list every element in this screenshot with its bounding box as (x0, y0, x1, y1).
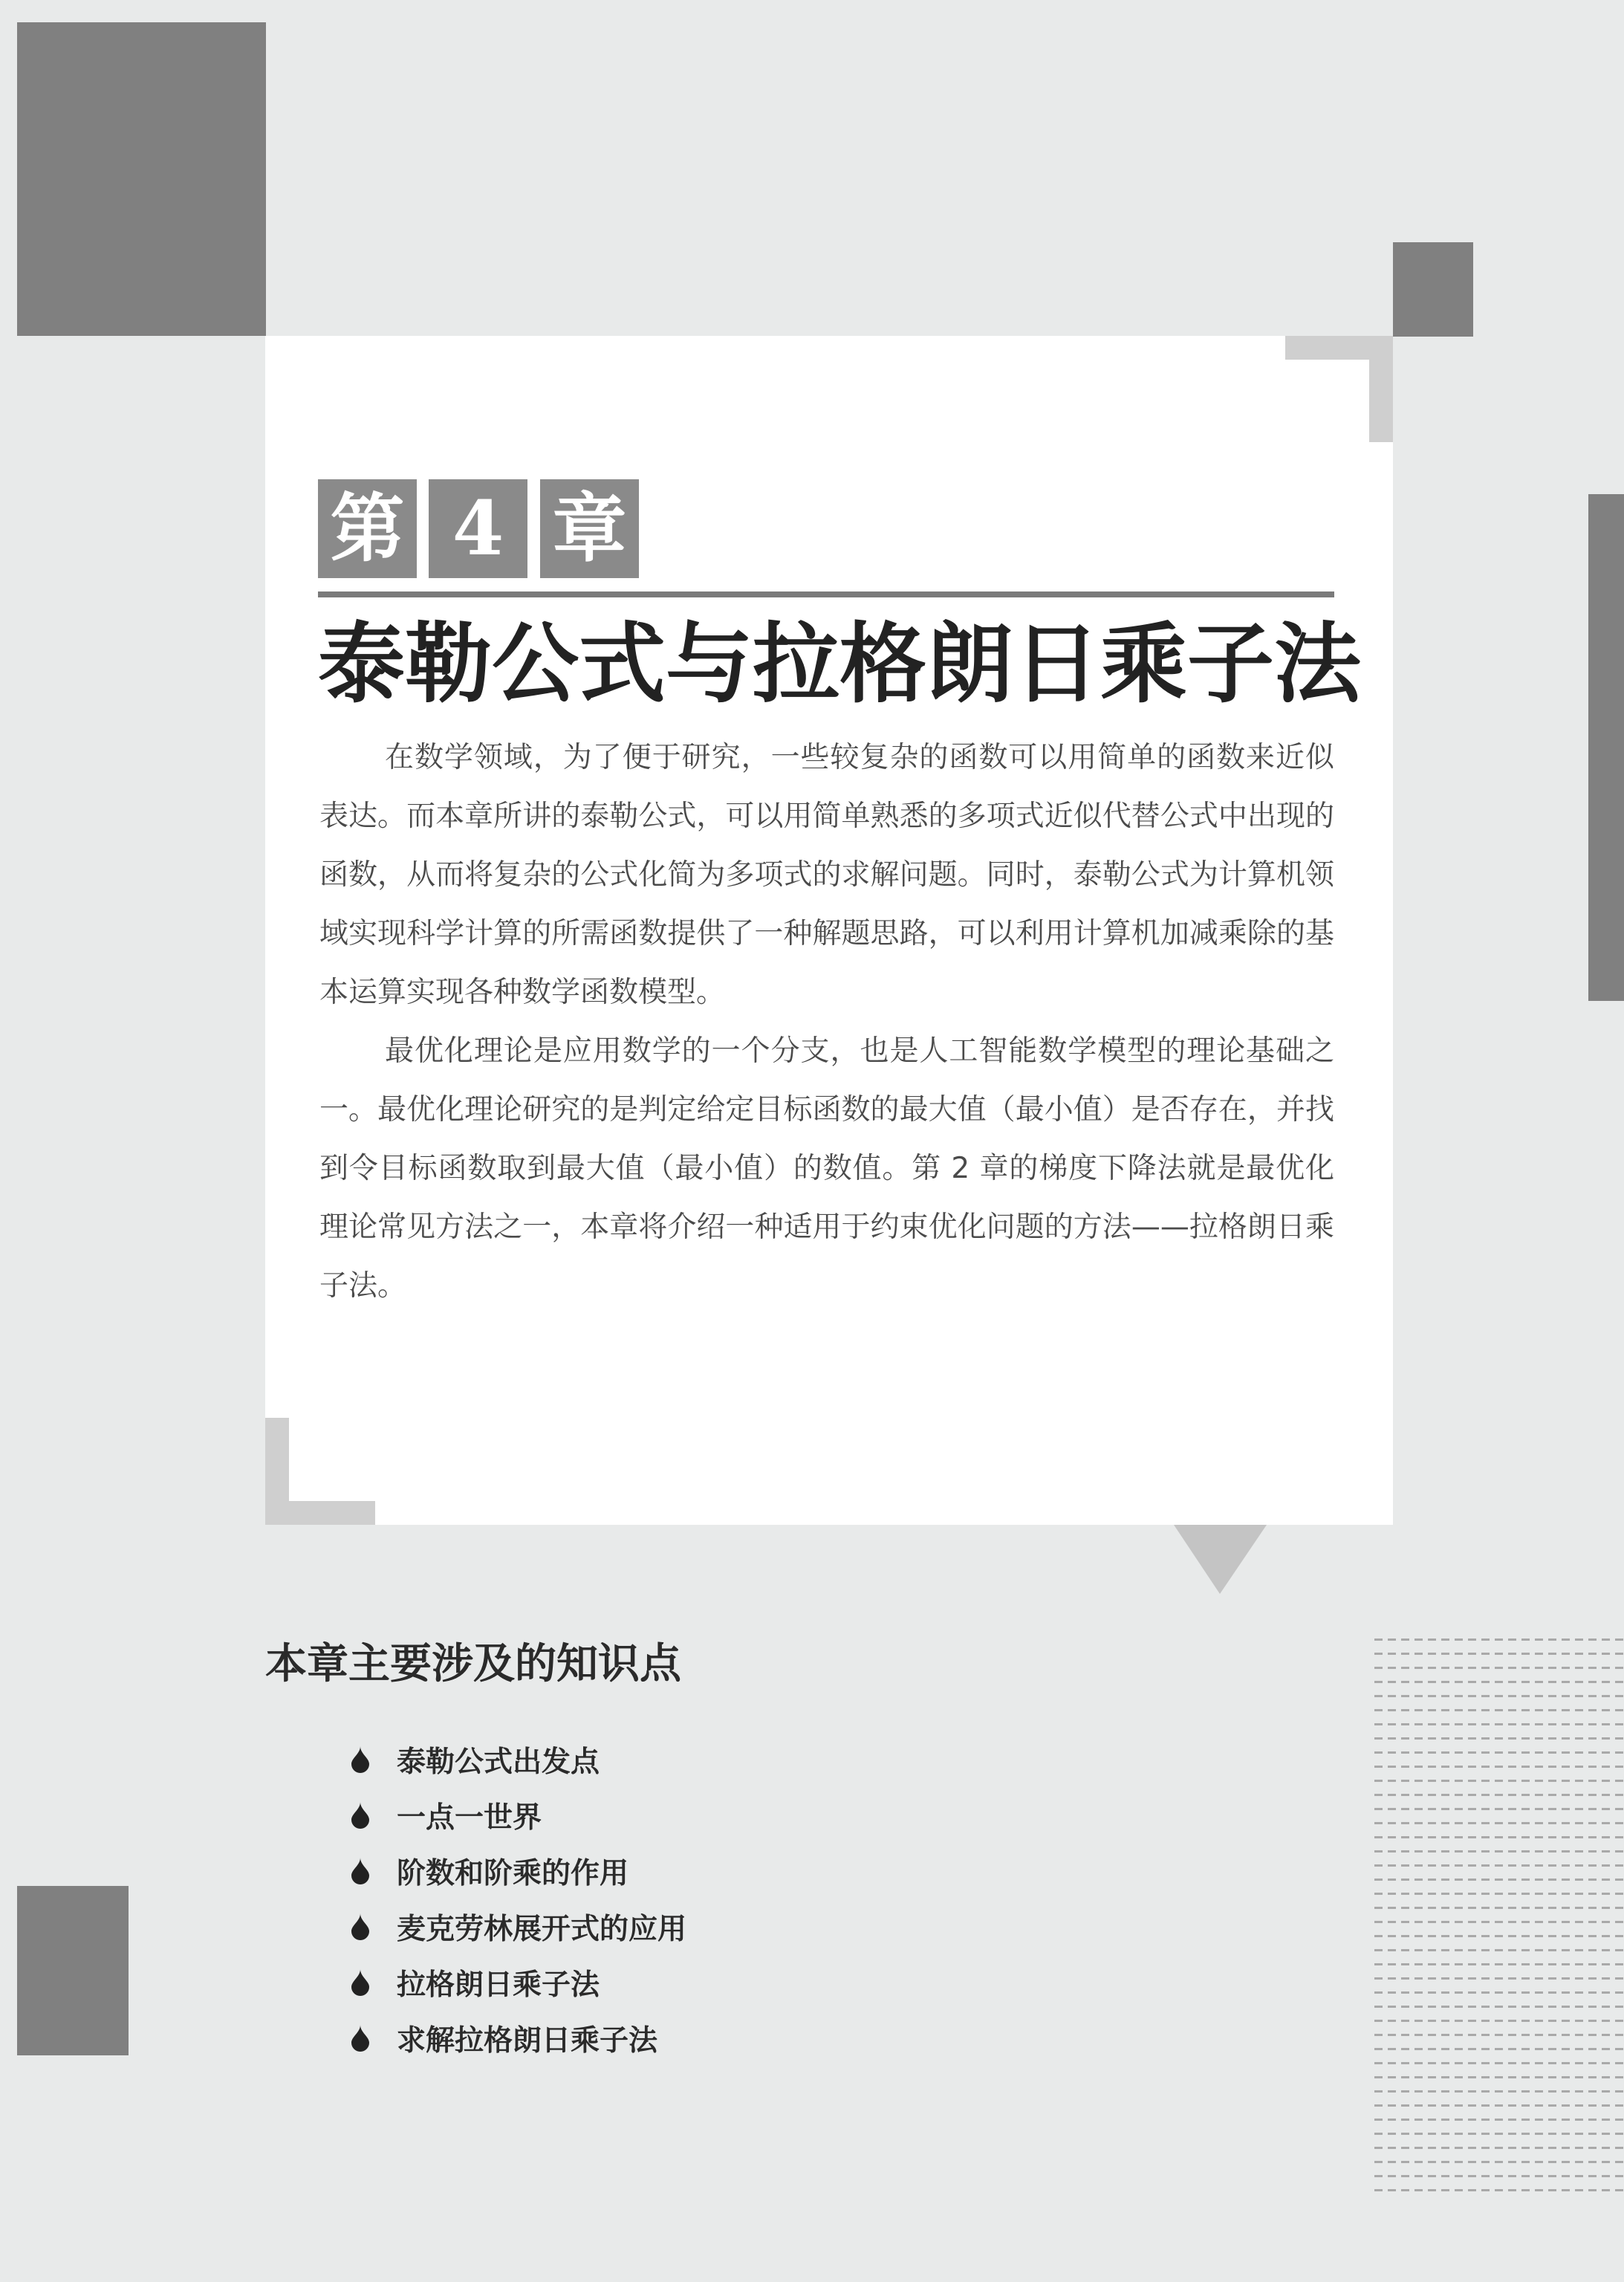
list-item (349, 1843, 686, 1899)
deco-bar-right-edge (1588, 494, 1624, 1001)
chapter-number: 4 (429, 479, 527, 578)
knowledge-point-label: 泰勒公式出发点 (397, 1745, 600, 1779)
knowledge-point-label: 一点一世界 (397, 1800, 542, 1835)
knowledge-point-label: 麦克劳林展开式的应用 (397, 1912, 687, 1946)
list-item (349, 1954, 686, 2010)
chapter-label-suffix: 章 (540, 479, 639, 578)
knowledge-points-heading: 本章主要涉及的知识点 (265, 1640, 681, 1688)
drop-bullet-icon (349, 1913, 371, 1940)
deco-block-top-right (1393, 242, 1473, 337)
drop-bullet-icon (349, 1858, 371, 1884)
chapter-title-rule (318, 591, 1334, 597)
deco-block-top-left (17, 22, 266, 336)
knowledge-point-label: 拉格朗日乘子法 (397, 1968, 600, 2002)
list-item (349, 1731, 686, 1787)
corner-bracket-top-right-v (1369, 336, 1393, 442)
intro-paragraph-1: 在数学领域，为了便于研究，一些较复杂的函数可以用简单的函数来近似表达。而本章所讲的泰勒公式，可以用简单熟悉的多项式近似代替公式中出现的函数，从而将复杂的公式化简为多项式的求解问题。同时，泰勒公式为计算机领域实现科学计算的所需函数提供了一种解题思路，可以利用计算机加减乘除的基本运算实现各种数学函数模型。 (319, 741, 1334, 1009)
corner-bracket-bottom-left-h (265, 1501, 375, 1525)
chapter-label-prefix: 第 (318, 479, 417, 578)
drop-bullet-icon (349, 1802, 371, 1829)
pointer-triangle-icon (1174, 1525, 1267, 1594)
list-item (349, 2010, 686, 2066)
drop-bullet-icon (349, 2025, 371, 2052)
list-item (349, 1787, 686, 1843)
knowledge-point-label: 求解拉格朗日乘子法 (397, 2023, 658, 2058)
list-item (349, 1899, 686, 1954)
drop-bullet-icon (349, 1746, 371, 1773)
chapter-title: 泰勒公式与拉格朗日乘子法 (318, 612, 1362, 715)
drop-bullet-icon (349, 1969, 371, 1996)
intro-paragraph-2: 最优化理论是应用数学的一个分支，也是人工智能数学模型的理论基础之一。最优化理论研究的是判定给定目标函数的最大值（最小值）是否存在，并找到令目标函数取到最大值（最小值）的数值。第 2 章的梯度下降法就是最优化理论常见方法之一，本章将介绍一种适用于约束优化问题的方法——拉格朗日乘子法。 (319, 1034, 1334, 1303)
knowledge-point-label: 阶数和阶乘的作用 (397, 1856, 629, 1890)
deco-dash-pattern (1374, 1638, 1624, 2192)
deco-block-bottom-left (17, 1886, 129, 2055)
knowledge-points-list (349, 1731, 686, 2066)
chapter-intro (319, 728, 1334, 1315)
